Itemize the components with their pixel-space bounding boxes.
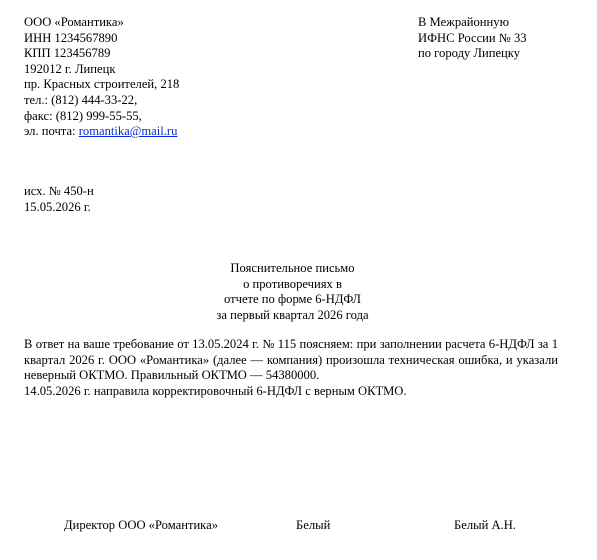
outgoing-number: исх. № 450-н bbox=[24, 184, 94, 198]
sender-block bbox=[24, 15, 324, 140]
recipient-line-3: по городу Липецку bbox=[418, 46, 521, 61]
recipient-line-2: ИФНС России № 33 bbox=[418, 30, 527, 45]
signature-name: Белый А.Н. bbox=[454, 518, 516, 532]
sender-email-label: эл. почта: bbox=[24, 124, 79, 139]
sender-email-link[interactable]: romantika@mail.ru bbox=[78, 124, 178, 139]
sender-kpp: КПП 123456789 bbox=[24, 46, 111, 61]
title-line-1: Пояснительное письмо bbox=[230, 261, 355, 275]
sender-fax: факс: (812) 999-55-55, bbox=[24, 108, 142, 123]
body-paragraph-1: В ответ на ваше требование от 13.05.2024 г. № 115 поясняем: при заполнении расчета 6-НДФЛ за 1 квартал 2026 г. ООО «Романтика» (далее — компания) произошла техническая ошибка, и указали неверный ОКТМО. Правильный ОКТМО — 54380000. bbox=[24, 337, 558, 383]
outgoing-reference bbox=[24, 184, 224, 215]
document-title bbox=[160, 261, 425, 323]
sender-phone: тел.: (812) 444-33-22, bbox=[24, 92, 138, 107]
sender-inn: ИНН 1234567890 bbox=[24, 30, 118, 45]
title-line-3: отчете по форме 6-НДФЛ bbox=[224, 292, 361, 307]
signature-sign: Белый bbox=[296, 518, 331, 532]
recipient-line-1: В Межрайонную bbox=[418, 15, 509, 29]
sender-company: ООО «Романтика» bbox=[24, 15, 124, 29]
recipient-block bbox=[418, 15, 588, 62]
body-paragraph-2: 14.05.2026 г. направила корректировочный 6-НДФЛ с верным ОКТМО. bbox=[24, 383, 407, 398]
title-line-2: о противоречиях в bbox=[243, 276, 342, 291]
sender-postcode-city: 192012 г. Липецк bbox=[24, 61, 116, 76]
sender-email-line bbox=[24, 124, 324, 140]
outgoing-date: 15.05.2026 г. bbox=[24, 199, 91, 214]
signature-position: Директор ООО «Романтика» bbox=[64, 518, 218, 532]
sender-street: пр. Красных строителей, 218 bbox=[24, 77, 180, 92]
letter-body bbox=[24, 337, 558, 399]
title-line-4: за первый квартал 2026 года bbox=[216, 307, 369, 322]
